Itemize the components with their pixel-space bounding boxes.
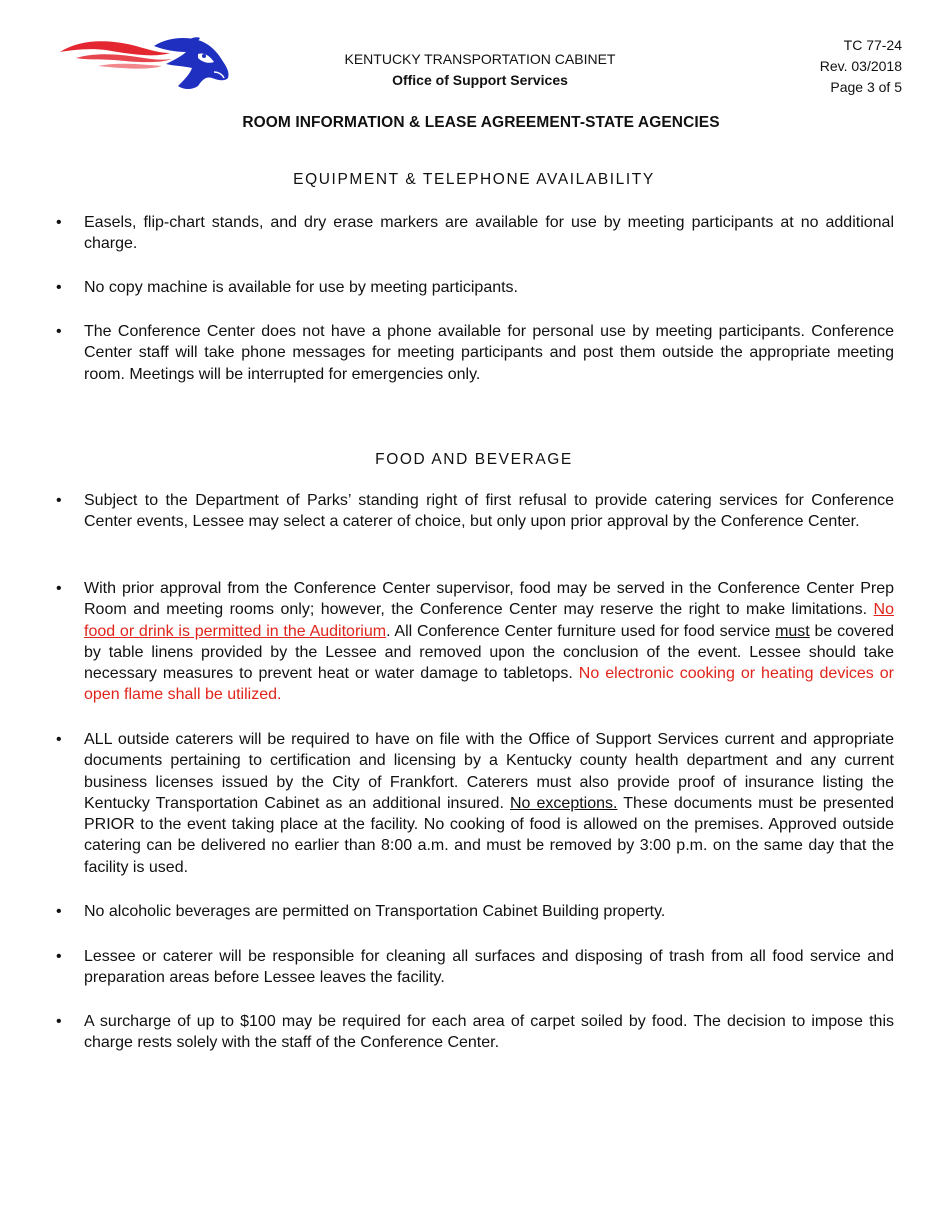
kytc-horse-logo: [58, 34, 234, 92]
revision-date: Rev. 03/2018: [819, 58, 902, 74]
auditorium-restriction: No food or drink is permitted in the Auditorium: [84, 601, 894, 640]
list-item: [84, 729, 894, 878]
page-indicator: Page 3 of 5: [830, 79, 902, 95]
no-exceptions-emphasis: No exceptions.: [509, 794, 618, 812]
section-heading-equipment: EQUIPMENT & TELEPHONE AVAILABILITY: [293, 171, 655, 188]
list-item: • No copy machine is available for use by meeting participants.: [84, 277, 894, 298]
text-run: With prior approval from the Conference Center supervisor, food may be served in the Conference Center Prep Room and meeting rooms only; however, the Conference Center may reserve the right to make limitations.: [84, 580, 894, 619]
document-title: ROOM INFORMATION & LEASE AGREEMENT-STATE AGENCIES: [242, 114, 720, 131]
text-run: be covered by table linens provided by the Lessee and removed upon the conclusion of the event. Lessee should take necessary measures to prevent heat or water damage to tabletops.: [84, 622, 895, 683]
must-emphasis: must: [775, 622, 810, 640]
agency-name: KENTUCKY TRANSPORTATION CABINET: [344, 51, 616, 67]
list-item: [84, 578, 894, 706]
form-info-block: [820, 35, 902, 98]
list-item: • A surcharge of up to $100 may be required for each area of carpet soiled by food. The decision to impose this charge rests solely with the staff of the Conference Center.: [84, 1011, 894, 1054]
section-heading-food: FOOD AND BEVERAGE: [375, 451, 573, 468]
list-item: • Lessee or caterer will be responsible for cleaning all surfaces and disposing of trash from all food service and preparation areas before Lessee leaves the facility.: [84, 946, 894, 989]
logo-blue-horse-head: [154, 37, 229, 89]
text-run: These documents must be presented PRIOR to the event taking place at the facility. No cooking of food is allowed on the premises. Approved outside catering can be delivered no earlier than 8:00 a.m. and must be removed by 3:00 p.m. on the same day that the facility is used.: [84, 794, 894, 876]
cooking-device-warning: No electronic cooking or heating devices or open flame shall be utilized.: [84, 665, 894, 704]
form-number: TC 77-24: [843, 37, 902, 53]
header-agency-block: [300, 49, 660, 91]
text-run: . All Conference Center furniture used for food service: [386, 622, 776, 640]
list-item: • The Conference Center does not have a phone available for personal use by meeting participants. Conference Center staff will take phone messages for meeting participants and post them outside the appropriate meeting room. Meetings will be interrupted for emergencies only.: [84, 321, 894, 385]
office-name: Office of Support Services: [392, 72, 568, 88]
text-run: ALL outside caterers will be required to have on file with the Office of Support Services current and appropriate documents pertaining to certification and licensing by a Kentucky county health department and any current business licenses issued by the City of Frankfort. Caterers must also provide proof of insurance listing the Kentucky Transportation Cabinet as an additional insured.: [84, 731, 894, 812]
list-item: • Subject to the Department of Parks’ standing right of first refusal to provide catering services for Conference Center events, Lessee may select a caterer of choice, but only upon prior approval by the Conference Center.: [84, 490, 894, 533]
list-item: • No alcoholic beverages are permitted on Transportation Cabinet Building property.: [84, 901, 894, 922]
list-item: • Easels, flip-chart stands, and dry erase markers are available for use by meeting participants at no additional charge.: [84, 212, 894, 255]
